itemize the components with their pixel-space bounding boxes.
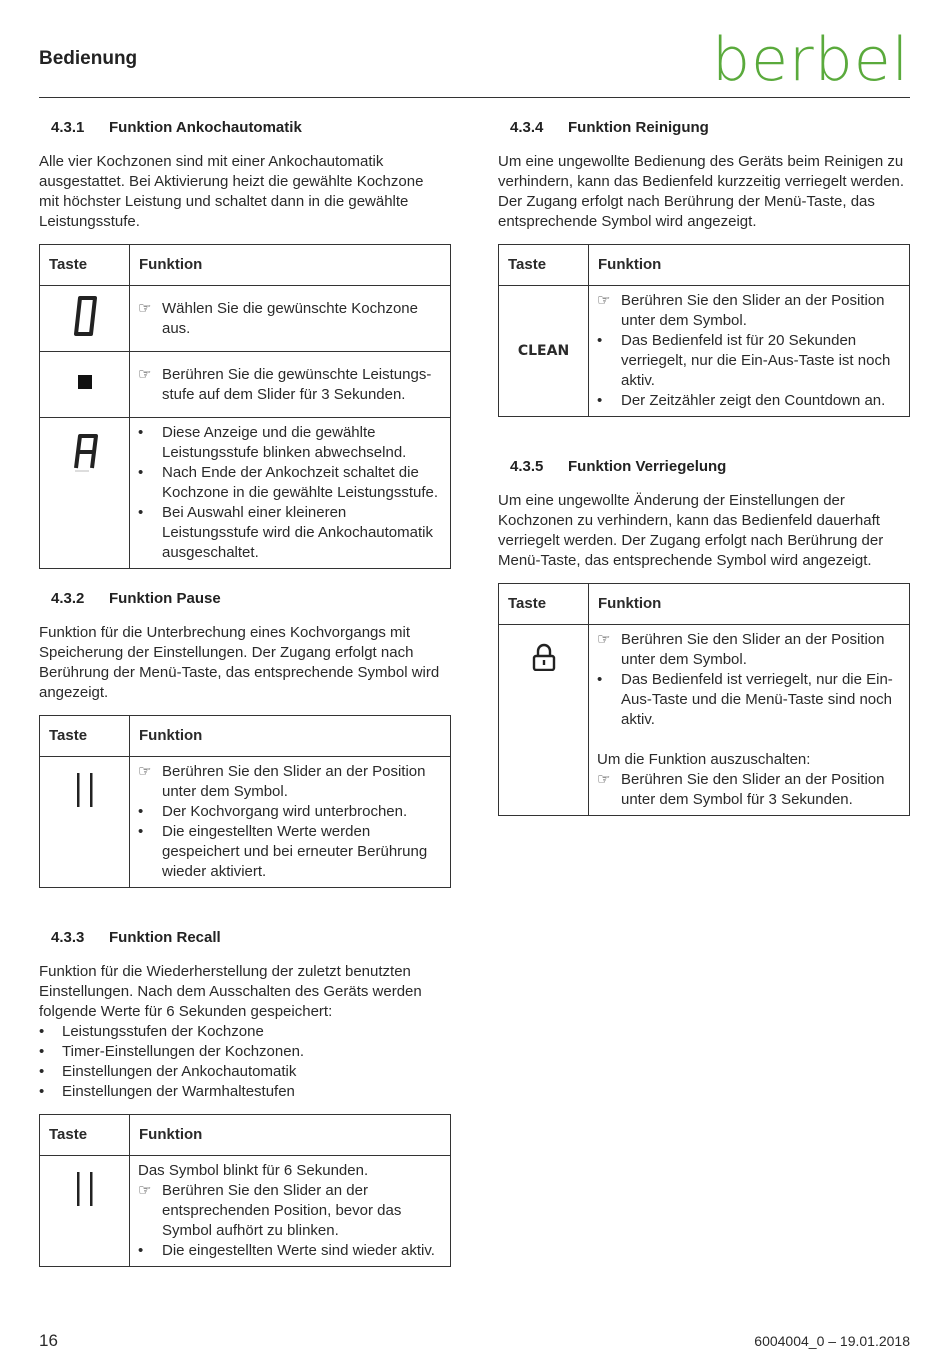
square-dot-icon [40, 352, 130, 418]
table-row [499, 625, 910, 816]
col-header-key: Taste [40, 1115, 130, 1156]
instruction-text: Berühren Sie den Slider an der Position unter dem Symbol. [162, 763, 426, 800]
info-text: Um die Funktion auszuschalten: [597, 751, 811, 768]
hand-pointer-icon: ☞ [138, 1182, 152, 1199]
col-header-function: Funktion [130, 716, 451, 757]
table-row [40, 352, 451, 418]
info-text: Das Symbol blinkt für 6 Sekunden. [138, 1162, 369, 1179]
section-title: Funktion Verriegelung [568, 458, 727, 475]
table-row [499, 286, 910, 417]
bullet: • [597, 392, 603, 409]
instruction-text: Berühren Sie die gewünschte Leistungs- stufe auf dem Slider für 3 Sekunden. [162, 365, 432, 403]
seven-seg-zero-icon [40, 286, 130, 352]
function-cell [130, 418, 451, 569]
clean-key-label: CLEAN [499, 286, 589, 417]
section-number: 4.3.4 [510, 119, 544, 136]
bullet-text: Die eingestellten Werte werden gespeichert und bei erneuter Berührung wieder aktiviert. [162, 823, 428, 880]
section-number: 4.3.5 [510, 458, 544, 475]
intro-text: Funktion für die Unterbrechung eines Kochvorgangs mit Speicherung der Einstellungen. Der Zugang erfolgt nach Berührung der Menü-Taste, das entsprechende Symbol wird angezeigt. [39, 624, 440, 701]
bullet-text: Der Kochvorgang wird unterbrochen. [162, 803, 408, 820]
table-row [40, 418, 451, 569]
section-intro [39, 152, 439, 232]
intro-text: Um eine ungewollte Bedienung des Geräts beim Reinigen zu verhindern, kann das Bedienfeld kurzzeitig verriegelt werden. Der Zugang erfolgt nach Berührung der Menü-Taste, das entsprechende Symbol wird angezeigt. [498, 153, 905, 230]
bullet-text: Bei Auswahl einer kleineren Leistungsstufe wird die Ankochautomatik ausgeschaltet. [162, 504, 433, 561]
header-rule [39, 97, 910, 98]
function-table-recall [39, 1114, 451, 1267]
col-header-key: Taste [499, 584, 589, 625]
lock-icon [499, 625, 589, 816]
instruction-text: Berühren Sie den Slider an der Position unter dem Symbol für 3 Sekunden. [621, 771, 885, 808]
intro-text: Um eine ungewollte Änderung der Einstellungen der Kochzonen zu verhindern, kann das Bedienfeld dauerhaft verriegelt werden. Der Zugang erfolgt nach Berührung der Menü-Taste, das entsprechende Symbol wird angezeigt. [498, 492, 884, 569]
bullet-text: Diese Anzeige und die gewählte Leistungsstufe blinken abwechselnd. [162, 424, 407, 461]
section-intro [39, 623, 444, 703]
section-title: Funktion Ankochautomatik [109, 119, 302, 136]
section-number: 4.3.1 [51, 119, 85, 136]
section-heading-4-3-2 [39, 590, 221, 607]
brand-logo: berbel [712, 25, 910, 95]
pause-icon [40, 1156, 130, 1267]
list-item: • Einstellungen der Warmhaltestufen [39, 1082, 444, 1102]
section-heading-4-3-5 [498, 458, 726, 475]
pause-icon [40, 757, 130, 888]
function-table-reinigung [498, 244, 910, 417]
section-heading-4-3-4 [498, 119, 709, 136]
bullet: • [138, 803, 144, 820]
function-cell [589, 286, 910, 417]
function-table-ankochautomatik [39, 244, 451, 569]
page-number: 16 [39, 1331, 58, 1350]
function-table-verriegelung [498, 583, 910, 816]
function-cell [130, 286, 451, 352]
hand-pointer-icon: ☞ [138, 365, 152, 383]
bullet-text: Nach Ende der Ankochzeit schaltet die Kochzone in die gewählte Leistungsstufe. [162, 464, 439, 501]
section-number: 4.3.2 [51, 590, 85, 607]
table-row [40, 757, 451, 888]
col-header-function: Funktion [589, 245, 910, 286]
spacer [597, 730, 901, 750]
list-item: • Leistungsstufen der Kochzone [39, 1022, 444, 1042]
bullet: • [597, 671, 603, 688]
intro-text: Funktion für die Wiederherstellung der zuletzt benutzten Einstellungen. Nach dem Ausschalten des Geräts werden folgende Werte für 6 Sekunden gespeichert: [39, 963, 422, 1020]
instruction-text: Berühren Sie den Slider an der entsprechenden Position, bevor das Symbol aufhört zu blinken. [162, 1182, 402, 1239]
bullet: • [597, 332, 603, 349]
bullet: • [138, 504, 144, 521]
table-row [40, 286, 451, 352]
bullet-text: Das Bedienfeld ist verriegelt, nur die Ein- Aus-Taste und die Menü-Taste sind noch aktiv. [621, 671, 893, 728]
bullet-text: Die eingestellten Werte sind wieder aktiv. [162, 1242, 435, 1259]
function-table-pause [39, 715, 451, 888]
hand-pointer-icon: ☞ [597, 631, 611, 648]
section-title: Funktion Reinigung [568, 119, 709, 136]
instruction-text: Wählen Sie die gewünschte Kochzone aus. [162, 299, 418, 337]
table-row [40, 1156, 451, 1267]
function-cell [130, 352, 451, 418]
document-id: 6004004_0 – 19.01.2018 [754, 1333, 910, 1349]
list-item: • Timer-Einstellungen der Kochzonen. [39, 1042, 444, 1062]
instruction-text: Berühren Sie den Slider an der Position unter dem Symbol. [621, 292, 885, 329]
function-cell [589, 625, 910, 816]
bullet: • [138, 823, 144, 840]
section-number: 4.3.3 [51, 929, 85, 946]
page-title: Bedienung [39, 48, 138, 69]
section-intro [498, 152, 910, 232]
bullet-text: Der Zeitzähler zeigt den Countdown an. [621, 392, 886, 409]
list-item: • Einstellungen der Ankochautomatik [39, 1062, 444, 1082]
hand-pointer-icon: ☞ [597, 771, 611, 788]
col-header-function: Funktion [130, 1115, 451, 1156]
instruction-text: Berühren Sie den Slider an der Position unter dem Symbol. [621, 631, 885, 668]
hand-pointer-icon: ☞ [597, 292, 611, 309]
col-header-key: Taste [40, 716, 130, 757]
section-heading-4-3-3 [39, 929, 221, 946]
section-title: Funktion Recall [109, 929, 221, 946]
seven-seg-a-icon [40, 418, 130, 569]
bullet-text: Das Bedienfeld ist für 20 Sekunden verriegelt, nur die Ein-Aus-Taste ist noch aktiv. [621, 332, 891, 389]
bullet: • [138, 424, 144, 441]
saved-values-list [39, 1022, 444, 1102]
col-header-function: Funktion [130, 245, 451, 286]
col-header-key: Taste [40, 245, 130, 286]
function-cell [130, 757, 451, 888]
bullet: • [138, 1242, 144, 1259]
function-cell [130, 1156, 451, 1267]
bullet: • [138, 464, 144, 481]
hand-pointer-icon: ☞ [138, 763, 152, 780]
section-heading-4-3-1 [39, 119, 302, 136]
section-title: Funktion Pause [109, 590, 221, 607]
section-intro [498, 491, 903, 571]
intro-text: Alle vier Kochzonen sind mit einer Ankochautomatik ausgestattet. Bei Aktivierung heizt die gewählte Kochzone mit höchster Leistung und schaltet dann in die gewählte Leistungsstufe. [39, 153, 424, 230]
hand-pointer-icon: ☞ [138, 299, 152, 317]
section-intro [39, 962, 444, 1102]
col-header-function: Funktion [589, 584, 910, 625]
col-header-key: Taste [499, 245, 589, 286]
